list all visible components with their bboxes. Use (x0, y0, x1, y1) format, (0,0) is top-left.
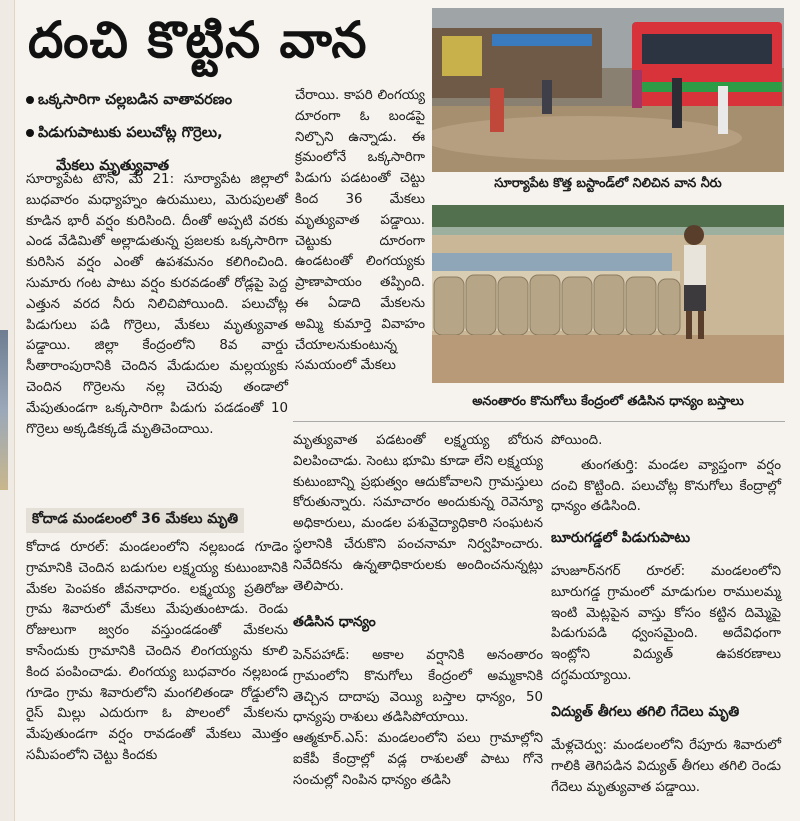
article-column-2c (293, 646, 543, 792)
page-headline: దంచి కొట్టిన వాన (28, 11, 368, 69)
article-column-1b (26, 538, 288, 767)
bus-stand-flood-photo (432, 8, 784, 172)
bullet-icon (26, 96, 34, 104)
subheading-buffaloes: విద్యుత్ తీగలు తగిలి గేదెలు మృతి (551, 704, 740, 720)
bullet-item (26, 84, 296, 117)
article-paragraph: చేరాయి. కాపరి లింగయ్య దూరంగా ఓ బండపై నిల్చొని ఉన్నాడు. ఈ క్రమంలోనే ఒక్కసారిగా పిడుగు పడటంతో చెట్టు కింద 36 మేకలు మృత్యువాత పడ్డాయి. చెట్టుకు దూరంగా ఉండటంతో లింగయ్యకు ప్రాణాపాయం తప్పింది. ఈ ఏడాది మేకలను అమ్మి కుమార్తె వివాహం చేయాలనుకుంటున్న సమయంలో మేకలు (295, 88, 425, 374)
photo-caption-1: సూర్యాపేట కొత్త బస్టాండ్‌లో నిలిచిన వాన నీరు (494, 176, 722, 191)
article-column-3 (551, 431, 781, 518)
article-paragraph: సూర్యాపేట టౌన్, మే 21: సూర్యాపేట జిల్లాలో బుధవారం మధ్యాహ్నం ఉరుములు, మెరుపులతో కూడిన భారీ వర్షం కురిసింది. దీంతో అప్పటి వరకు ఎండ వేడిమితో అల్లాడుతున్న ప్రజలకు ఒక్కసారిగా కురిసిన వర్షం ఎంతో ఉపశమనం కలిగించింది. సుమారు గంట పాటు వర్షం కురవడంతో రోడ్లపై పెద్ద ఎత్తున వరద నీరు నిలిచిపోయింది. పలుచోట్ల పిడుగులు పడి గొర్రెలు, మేకలు మృత్యువాత పడ్డాయి. జిల్లా కేంద్రంలోని 8వ వార్డు సీతారాంపురానికి చెందిన మేడుదుల మల్లయ్యకు చెందిన గొర్రెలను నల్ల చెరువు తండాలో మేపుతుండగా ఒక్కసారిగా పిడుగు పడడంతో 10 గొర్రెలు అక్కడికక్కడే మృతిచెందాయి. (26, 172, 288, 437)
left-page-edge (0, 0, 15, 821)
article-paragraph: ఆత్మకూర్.ఎస్: మండలంలోని పలు గ్రామాల్లోని ఐకేపీ కేంద్రాల్లో వడ్ల రాశులతో పాటు గోనె సంచుల్లో నింపిన ధాన్యం తడిసి (293, 731, 543, 788)
article-column-3b (551, 562, 781, 687)
article-paragraph: హుజూర్‌నగర్ రూరల్: మండలంలోని బూరుగడ్డ గ్రామంలో మాడుగుల రాములమ్మ ఇంటి మెట్లపైన వాస్తు కోసం కట్టిన దిమ్మెపై పిడుగుపడి ధ్వంసమైంది. అదేవిధంగా ఇంట్లోని విద్యుత్ ఉపకరణాలు దగ్ధమయ్యాయి. (551, 564, 781, 683)
article-paragraph: మృత్యువాత పడటంతో లక్ష్మయ్య బోరున విలపించాడు. సెంటు భూమి కూడా లేని లక్ష్మయ్య కుటుంబాన్ని ప్రభుత్వం ఆదుకోవాలని గ్రామస్తులు కోరుతున్నారు. సమాచారం అందుకున్న రెవెన్యూ అధికారులు, మండల పశువైద్యాధికారి సంఘటన స్థలానికి చేరుకొని పంచనామా నిర్వహించారు. నివేదికను ఉన్నతాధికారులకు అందించనున్నట్లు తెలిపారు. (293, 433, 543, 594)
article-paragraph: మేళ్లచెర్వు: మండలంలోని రేపూరు శివారులో గాలికి తెగిపడిన విద్యుత్ తీగలు తగిలి రెండు గేదెలు మృత్యువాత పడ్డాయి. (551, 738, 781, 795)
article-paragraph: తుంగతుర్తి: మండల వ్యాప్తంగా వర్షం దంచి కొట్టింది. పలుచోట్ల కొనుగోలు కేంద్రాల్లో ధాన్యం తడిసింది. (551, 457, 781, 515)
article-paragraph: కోదాడ రూరల్: మండలంలోని నల్లబండ గూడెం గ్రామానికి చెందిన బడుగుల లక్ష్మయ్య కుటుంబానికి మేకల పెంపకం జీవనాధారం. లక్ష్మయ్య ప్రతిరోజు గ్రామ శివారులో మేకలు మేపుతుంటాడు. రెండు రోజులుగా జ్వరం వస్తుండడంతో మేకలను కాసేందుకు గ్రామానికి చెందిన లింగయ్యను కూలి కింద పంపించాడు. లింగయ్య బుధవారం నల్లబండ గూడెం గ్రామ శివారులోని మంగలితండా రోడ్డులోని రైస్ మిల్లు ఎదురుగా ఓ పొలంలో మేకలను మేపుతుండగా వర్షం రావడంతో మేకలు మొత్తం సమీపంలోని చెట్టు కిందకు (26, 540, 288, 763)
bullet-list (26, 84, 296, 183)
article-column-2b (293, 431, 543, 597)
bullet-icon (26, 129, 34, 137)
bullet-text: మేకలు మృత్యువాత (56, 158, 170, 174)
article-paragraph: పెన్‌పహాడ్: అకాల వర్షానికి అనంతారం గ్రామంలోని కొనుగోలు కేంద్రంలో అమ్మకానికి తెచ్చిన దాదాపు వెయ్యి బస్తాల ధాన్యం, 50 ధాన్యపు రాశులు తడిసిపోయాయి. (293, 648, 543, 726)
section-divider (293, 421, 785, 422)
bullet-text: పిడుగుపాటుకు పలుచోట్ల గొర్రెలు, (38, 125, 223, 141)
bullet-item (26, 117, 296, 150)
subheading-burugadda: బూరుగడ్డలో పిడుగుపాటు (551, 530, 691, 546)
adjacent-page-strip (0, 330, 8, 490)
subheading-kodad: కోదాడ మండలంలో 36 మేకలు మృతి (26, 508, 244, 533)
article-column-3c (551, 736, 781, 798)
subheading-wet-grain: తడిసిన ధాన్యం (293, 614, 376, 630)
photo-caption-2: అనంతారం కొనుగోలు కేంద్రంలో తడిసిన ధాన్యం బస్తాలు (472, 394, 744, 409)
bullet-text: ఒక్కసారిగా చల్లబడిన వాతావరణం (38, 92, 233, 108)
wet-grain-bags-photo (432, 205, 784, 383)
article-column-1 (26, 170, 288, 440)
article-paragraph: పోయింది. (551, 433, 603, 448)
article-column-2a (295, 86, 425, 377)
